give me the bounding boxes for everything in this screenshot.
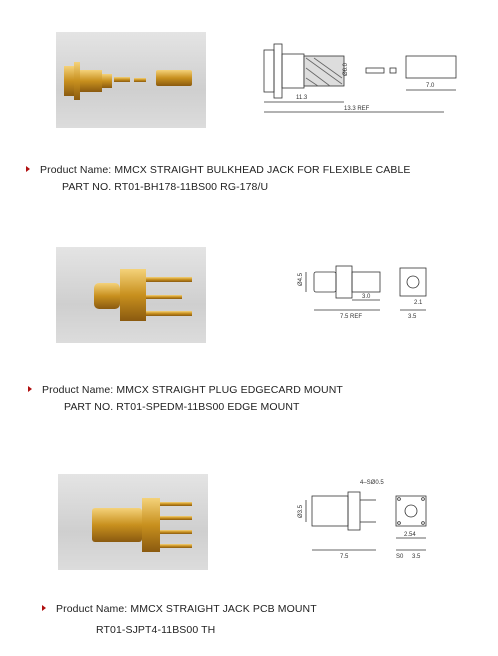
- technical-drawing-bulkhead-jack: [258, 28, 468, 122]
- part-number: RT01-SJPT4-11BS00 TH: [96, 624, 216, 636]
- product-name-line: [26, 164, 411, 176]
- dim-text: 11.3: [296, 95, 308, 101]
- dim-text: 4–SØ0.5: [360, 480, 384, 486]
- product-photo-edgecard-plug: [56, 247, 206, 343]
- dim-text: 7.0: [426, 83, 435, 89]
- product-photo-bulkhead-jack: [56, 32, 206, 128]
- product-name-line: [28, 384, 343, 396]
- dim-text: Ø6.0: [343, 62, 349, 76]
- product-name: MMCX STRAIGHT BULKHEAD JACK FOR FLEXIBLE CABLE: [114, 164, 411, 176]
- dim-text: 3.5: [408, 314, 417, 320]
- part-number: PART NO. RT01-SPEDM-11BS00 EDGE MOUNT: [64, 401, 300, 413]
- bullet-icon: [26, 166, 30, 172]
- product-name-label: Product Name:: [40, 164, 112, 176]
- dim-text: 3.5: [412, 554, 421, 560]
- dim-text: 2.54: [404, 532, 416, 538]
- product-name-line: [42, 603, 317, 615]
- technical-drawing-pcb-jack: [296, 470, 446, 562]
- dim-text: 13.3 REF: [344, 106, 370, 112]
- product-photo-pcb-jack: [58, 474, 208, 570]
- product-name-label: Product Name:: [56, 603, 128, 615]
- dim-text: 7.5 REF: [340, 314, 363, 320]
- dim-text: 7.5: [340, 554, 349, 560]
- dim-text: Ø3.5: [298, 504, 304, 518]
- product-name: MMCX STRAIGHT PLUG EDGECARD MOUNT: [116, 384, 343, 396]
- dim-text: S0: [396, 554, 404, 560]
- bullet-icon: [42, 605, 46, 611]
- bullet-icon: [28, 386, 32, 392]
- product-name: MMCX STRAIGHT JACK PCB MOUNT: [130, 603, 317, 615]
- dim-text: Ø4.5: [298, 272, 304, 286]
- dim-text: 2.1: [414, 300, 423, 306]
- technical-drawing-edgecard-plug: [292, 258, 432, 338]
- part-number: PART NO. RT01-BH178-11BS00 RG-178/U: [62, 181, 269, 193]
- product-name-label: Product Name:: [42, 384, 114, 396]
- dim-text: 3.0: [362, 294, 371, 300]
